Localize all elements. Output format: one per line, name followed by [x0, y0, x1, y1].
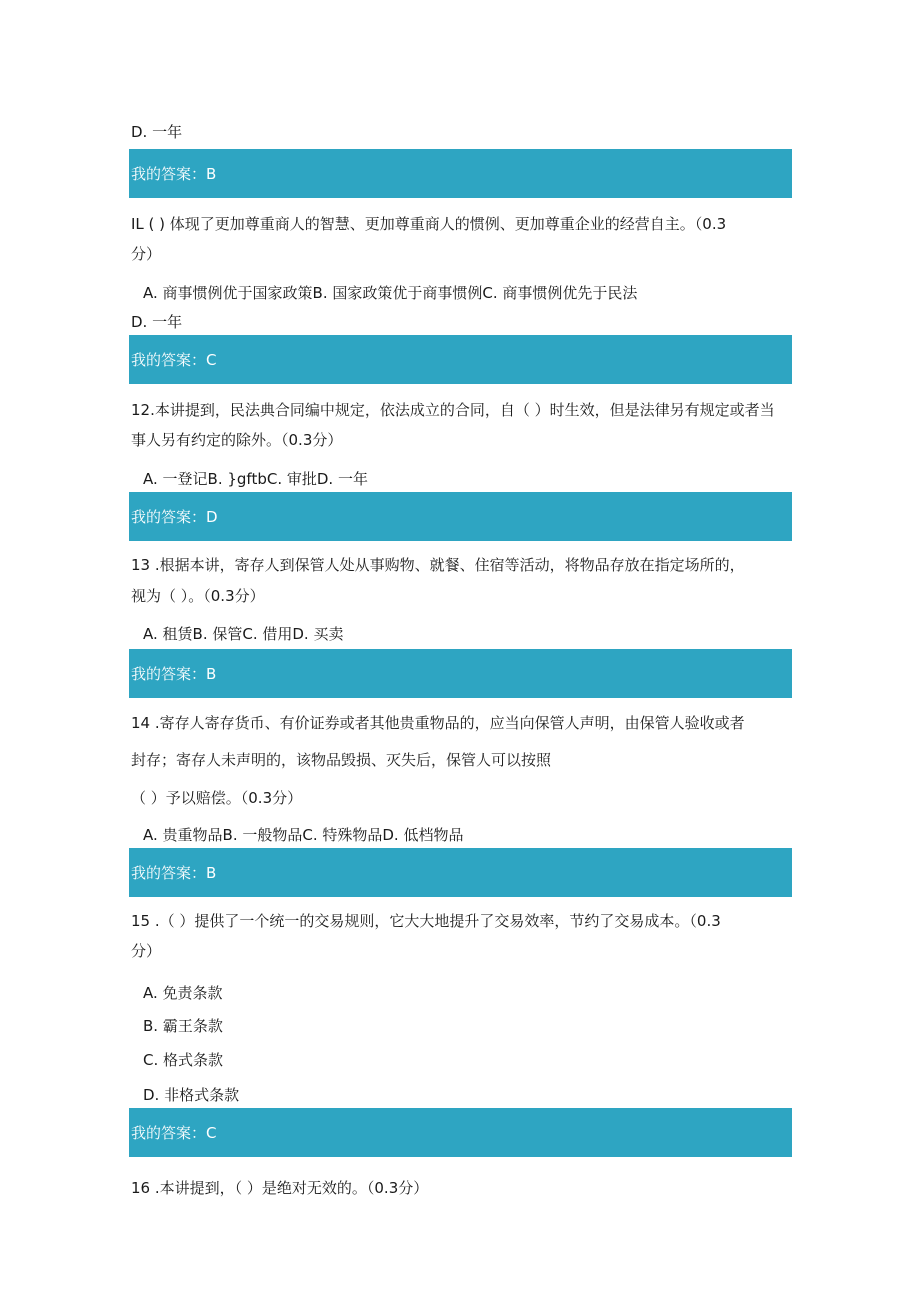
answer-bar: [129, 1108, 792, 1157]
answer-bar: [129, 848, 792, 897]
answer-text: 我的答案：B: [131, 164, 217, 183]
question-line: 事人另有约定的除外。（0.3分）: [131, 431, 343, 449]
option-line: D. 一年: [131, 123, 183, 141]
question-line: 12.本讲提到，民法典合同编中规定，依法成立的合同，自（ ）时生效，但是法律另有规定或者当: [131, 401, 775, 419]
answer-bar: [129, 335, 792, 384]
question-line: 16 .本讲提到，（ ）是绝对无效的。（0.3分）: [131, 1179, 429, 1197]
option-line: D. 非格式条款: [143, 1086, 240, 1104]
question-line: 13 .根据本讲，寄存人到保管人处从事购物、就餐、住宿等活动，将物品存放在指定场所的，: [131, 556, 745, 574]
answer-bar: [129, 492, 792, 541]
answer-text: 我的答案：C: [131, 1123, 217, 1142]
answer-bar: [129, 649, 792, 698]
option-line: C. 格式条款: [143, 1051, 224, 1069]
question-line: IL ( ) 体现了更加尊重商人的智慧、更加尊重商人的惯例、更加尊重企业的经营自主。（0.3: [131, 215, 727, 233]
option-line: D. 一年: [131, 313, 183, 331]
option-line: A. 一登记B. }gftbC. 审批D. 一年: [143, 470, 368, 488]
answer-text: 我的答案：C: [131, 350, 217, 369]
answer-text: 我的答案：D: [131, 507, 218, 526]
option-line: A. 免责条款: [143, 984, 223, 1002]
answer-text: 我的答案：B: [131, 863, 217, 882]
answer-bar: [129, 149, 792, 198]
option-line: A. 贵重物品B. 一般物品C. 特殊物品D. 低档物品: [143, 826, 464, 844]
option-line: A. 商事惯例优于国家政策B. 国家政策优于商事惯例C. 商事惯例优先于民法: [143, 284, 638, 302]
question-line: 封存；寄存人未声明的，该物品毁损、灭失后，保管人可以按照: [131, 751, 552, 769]
question-line: 15 .（ ）提供了一个统一的交易规则，它大大地提升了交易效率，节约了交易成本。（0.3: [131, 912, 721, 930]
option-line: B. 霸王条款: [143, 1017, 223, 1035]
question-line: （ ）予以赔偿。（0.3分）: [131, 789, 303, 807]
option-line: A. 租赁B. 保管C. 借用D. 买卖: [143, 625, 344, 643]
answer-text: 我的答案：B: [131, 664, 217, 683]
question-line: 视为（ ）。（0.3分）: [131, 587, 265, 605]
question-line: 分）: [131, 245, 162, 263]
question-line: 14 .寄存人寄存货币、有价证券或者其他贵重物品的，应当向保管人声明，由保管人验收或者: [131, 714, 745, 732]
question-line: 分）: [131, 942, 162, 960]
